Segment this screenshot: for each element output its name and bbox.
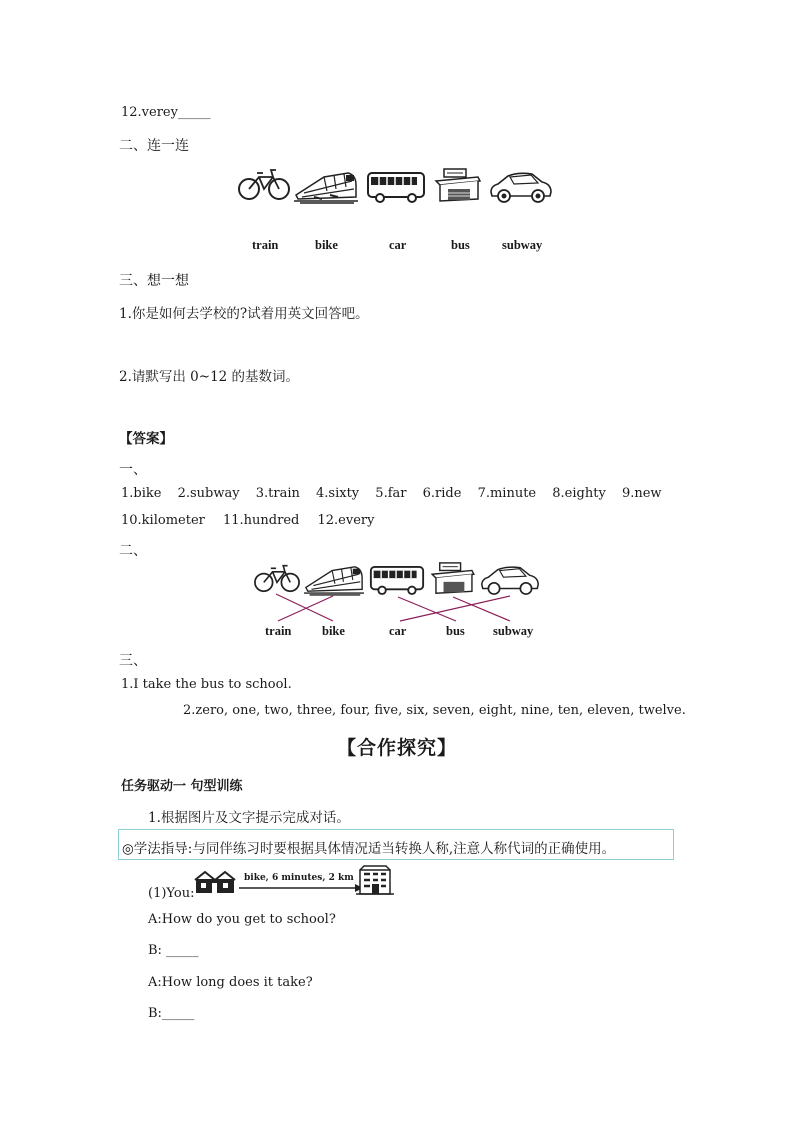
answer-part-2-label: 二、 [119,543,147,559]
answer-part-3-line-1: 1.I take the bus to school. [121,677,292,692]
section-3-question-2: 2.请默写出 0~12 的基数词。 [119,369,300,385]
dialogue-b2: B:_____ [148,1006,195,1021]
dialogue-a1: A:How do you get to school? [148,912,336,927]
task-1-instruction: 1.根据图片及文字提示完成对话。 [148,810,350,826]
answer-item: 10.kilometer [121,513,205,528]
dialogue-a2: A:How long does it take? [148,975,313,990]
answer-label-bike: bike [322,624,345,638]
label-subway: subway [502,238,543,252]
answer-label-bus: bus [446,624,465,638]
section-3-title: 三、想一想 [119,273,189,289]
school-icon [356,864,394,898]
match-line-bus-to-bus [398,597,456,621]
question-12: 12.verey_____ [121,105,211,120]
section-3-question-1: 1.你是如何去学校的?试着用英文回答吧。 [119,306,369,322]
match-line-bike-to-bike [276,594,333,621]
answer-label-car: car [389,624,407,638]
answer-item: 9.new [621,486,662,501]
answer-item: 6.ride [422,486,462,501]
answer-item: 4.sixty [316,486,360,501]
section-heading: 【合作探究】 [336,737,457,759]
answer-part-3-line-2: 2.zero, one, two, three, four, five, six, seven, eight, nine, ten, eleven, twelve. [183,703,686,718]
label-train: train [252,238,279,252]
answer-label-train: train [265,624,292,638]
study-tip-box [118,829,674,860]
answer-item: 3.train [255,486,300,501]
answer-title: 【答案】 [119,431,173,447]
you-label: (1)You: [148,886,195,901]
label-bike: bike [315,238,338,252]
answer-label-subway: subway [493,624,534,638]
house-icon [193,868,237,894]
answer-item: 5.far [375,486,407,501]
study-tip-text: ◎学法指导:与同伴练习时要根据具体情况适当转换人称,注意人称代词的正确使用。 [122,841,616,857]
answer-item: 12.every [317,513,375,528]
answer-item: 7.minute [477,486,537,501]
label-bus: bus [451,238,470,252]
match-line-station-to-subway [453,597,510,621]
section-2-title: 二、连一连 [119,138,189,154]
answer-item: 1.bike [121,486,162,501]
dialogue-b1: B: _____ [148,943,199,958]
answer-part-1-label: 一、 [119,462,147,478]
match-line-car-to-car [400,596,510,621]
answer-item: 2.subway [177,486,240,501]
label-car: car [389,238,407,252]
task-1-title: 任务驱动一 句型训练 [121,779,243,794]
route-caption: bike, 6 minutes, 2 km [244,873,354,883]
answer-item: 8.eighty [552,486,606,501]
answer-part-3-label: 三、 [119,653,147,669]
answer-item: 11.hundred [223,513,300,528]
